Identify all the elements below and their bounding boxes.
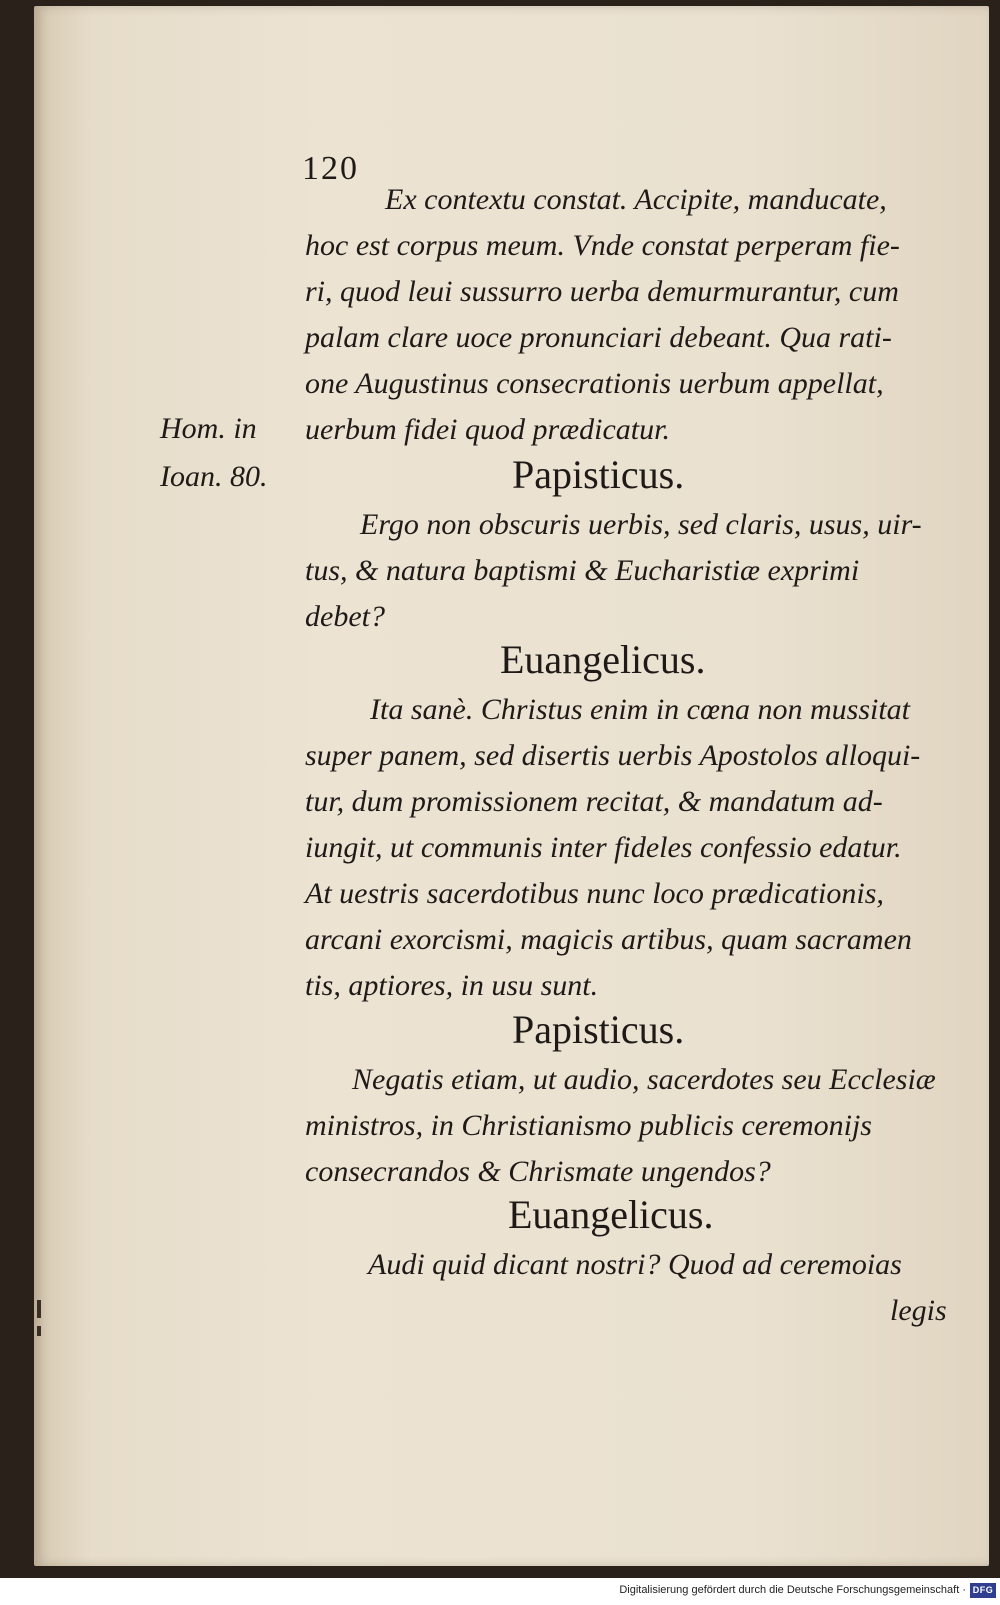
text-line: Audi quid dicant nostri? Quod ad ceremoias (368, 1248, 902, 1281)
speaker-heading: Papisticus. (512, 452, 685, 497)
text-line: arcani exorcismi, magicis artibus, quam sacramen (305, 923, 912, 956)
footer-credit: Digitalisierung gefördert durch die Deutsche Forschungsgemeinschaft · (619, 1584, 966, 1596)
speaker-heading: Euangelicus. (500, 637, 706, 682)
margin-note: Hom. in (160, 412, 257, 445)
text-line: debet? (305, 600, 385, 633)
text-line: super panem, sed disertis uerbis Apostolos alloqui- (305, 739, 921, 772)
text-line: one Augustinus consecrationis uerbum appellat, (305, 367, 884, 400)
text-line: ministros, in Christianismo publicis ceremonijs (305, 1109, 872, 1142)
page-number: 120 (302, 150, 359, 187)
text-line: palam clare uoce pronunciari debeant. Qua rati- (305, 321, 892, 354)
speaker-heading: Euangelicus. (508, 1192, 714, 1237)
text-line: ri, quod leui sussurro uerba demurmurantur, cum (305, 275, 899, 308)
text-line: Ita sanè. Christus enim in cœna non mussitat (370, 693, 911, 726)
text-line: Negatis etiam, ut audio, sacerdotes seu Ecclesiæ (352, 1063, 936, 1096)
text-line: tis, aptiores, in usu sunt. (305, 969, 599, 1002)
text-line: Ergo non obscuris uerbis, sed claris, usus, uir- (360, 508, 922, 541)
catchword: legis (890, 1294, 947, 1327)
text-line: Ex contextu constat. Accipite, manducate, (385, 183, 887, 216)
gutter-mark (37, 1300, 41, 1318)
text-line: consecrandos & Chrismate ungendos? (305, 1155, 771, 1188)
gutter-mark (37, 1326, 41, 1336)
footer-bar (0, 1578, 1000, 1605)
text-line: At uestris sacerdotibus nunc loco prædicationis, (305, 877, 884, 910)
speaker-heading: Papisticus. (512, 1007, 685, 1052)
text-line: iungit, ut communis inter fideles confessio edatur. (305, 831, 902, 864)
dfg-logo-icon: DFG (970, 1583, 996, 1598)
text-line: tus, & natura baptismi & Eucharistiæ exprimi (305, 554, 860, 587)
margin-note: Ioan. 80. (160, 460, 268, 493)
text-line: hoc est corpus meum. Vnde constat perperam fie- (305, 229, 900, 262)
text-line: uerbum fidei quod prædicatur. (305, 413, 670, 446)
text-line: tur, dum promissionem recitat, & mandatum ad- (305, 785, 883, 818)
